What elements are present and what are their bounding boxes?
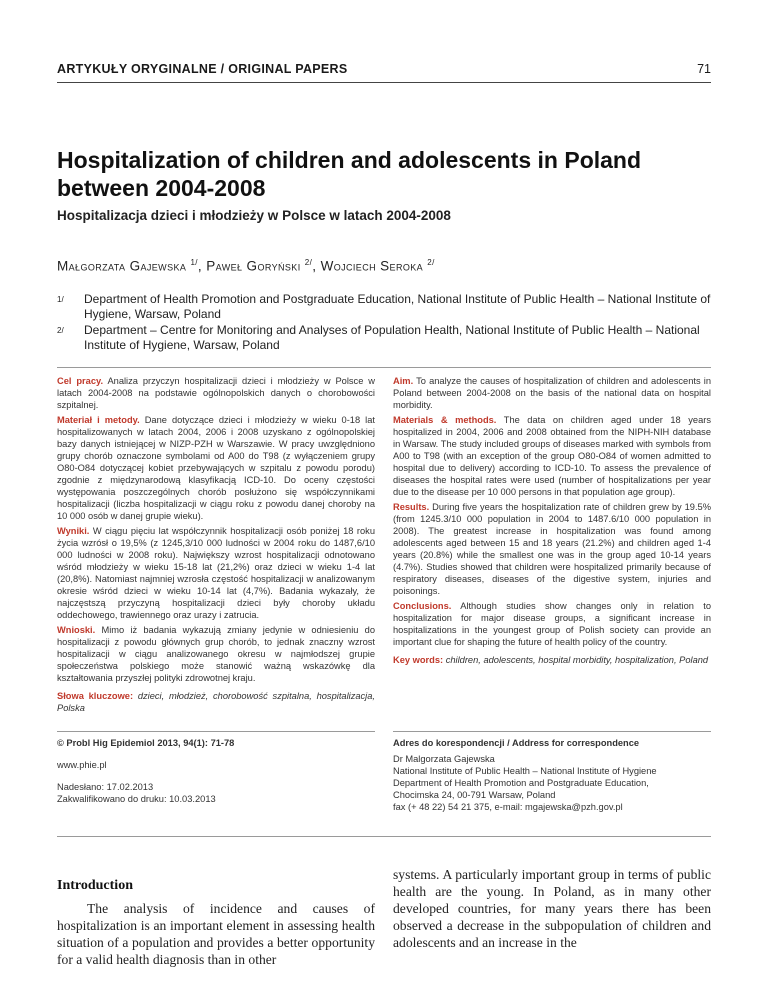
keywords-label: Key words: [393, 655, 444, 665]
abstract-label: Wnioski. [57, 625, 96, 635]
abstract-text: To analyze the causes of hospitalization of children and adolescents in Poland between 2004-2008 on the basis of the national data on hospital morbidity. [393, 376, 711, 410]
author-affiliation-mark: 2/ [304, 258, 313, 267]
abstract-text: Analiza przyczyn hospitalizacji dzieci i młodzieży w Polsce w latach 2004-2008 na podstawie ogólnopolskich danych o chorobowości szpitalnej. [57, 376, 375, 410]
abstract-text: During five years the hospitalization rate of children grew by 19.5% (from 1245.3/10 000 population in 2004 to 1487.6/10 000 population in 2008). The greatest increase in hospitalization was found among adolescents aged between 15 and 18 years (21.2%) and children aged 1-4 years (20.8%) while the smallest one was in the group aged 10-14 years (4.7%). Studies showed that children were hospitalized primarily because of respiratory diseases, diseases of the digestive system, injuries and poisonings. [393, 502, 711, 596]
author-name: Małgorzata Gajewska [57, 258, 187, 274]
abstract-label: Materials & methods. [393, 415, 497, 425]
divider [57, 836, 711, 837]
abstract-english [393, 375, 711, 669]
divider [57, 367, 711, 368]
body-text-left [57, 900, 375, 968]
abstract-text: Although studies show changes only in relation to hospitalization for major disease groups, a significant increase in hospitalizations in the youngest group of Polish society can provide an important clue for shaping the future of health policy of the country. [393, 601, 711, 647]
correspondence-line: Chocimska 24, 00-791 Warsaw, Poland [393, 790, 556, 800]
abstract-label: Wyniki. [57, 526, 90, 536]
abstract-text: Mimo iż badania wykazują zmiany jedynie w odniesieniu do hospitalizacji z powodu głównych grup chorób, to jednak znaczny wzrost hospitalizacji w ciągu analizowanego okresu w najmłodszej grupie społeczeństwa polskiego może stanowić ważną wskazówkę dla kształtowania przyszłej polityki zdrowotnej kraju. [57, 625, 375, 683]
correspondence-line: Department of Health Promotion and Postgraduate Education, [393, 778, 649, 788]
article-subtitle: Hospitalizacja dzieci i młodzieży w Polsce w latach 2004-2008 [57, 208, 451, 223]
affiliation-text: Department of Health Promotion and Postgraduate Education, National Institute of Public Health – National Institute of Hygiene, Warsaw, Poland [84, 292, 711, 321]
article-title: Hospitalization of children and adolescents in Poland between 2004-2008 [57, 147, 642, 201]
body-paragraph: The analysis of incidence and causes of hospitalization is an important element in assessing health situation of a population and provides a better opportunity for a valid health diagnosis than in other [57, 901, 375, 967]
running-header [57, 60, 711, 83]
author-affiliation-mark: 1/ [190, 258, 198, 267]
correspondence-block [393, 737, 711, 813]
affiliation [57, 323, 711, 353]
correspondence-line: Dr Malgorzata Gajewska [393, 754, 495, 764]
abstract-label: Materiał i metody. [57, 415, 140, 425]
abstract-label: Aim. [393, 376, 414, 386]
correspondence-label: Adres do korespondencji / Address for correspondence [393, 738, 640, 748]
citation-block [57, 737, 375, 805]
accepted-date: Zakwalifikowano do druku: 10.03.2013 [57, 794, 216, 804]
author-name: Paweł Goryński [206, 258, 301, 274]
abstract-polish [57, 375, 375, 717]
abstract-label: Conclusions. [393, 601, 452, 611]
affiliation-text: Department – Centre for Monitoring and Analyses of Population Health, National Institute of Public Health – National Institute of Hygiene, Warsaw, Poland [84, 323, 700, 352]
author-list: Małgorzata Gajewska $^{1/}$, Paweł Goryński $^{2/}$, Wojciech Seroka $^{2/}$ [57, 258, 435, 274]
abstract-text: Dane dotyczące dzieci i młodzieży w wieku 0-18 lat hospitalizowanych w latach 2004, 2006 i 2008 uzyskano z ogólnopolskiej bazy danych istniejącej w NIZP-PZH w Warszawie. W pracy uwzględniono grupy chorób oznaczone symbolami od A00 do T98 (z wyłączeniem grupy O80-O84 dotyczącej kobiet przebywających w szpitalu z powodu porodu) zgodnie z międzynarodową klasyfikacją ICD-10. Do oceny częstości występowania poszczególnych chorób posłużono się współczynnikami hospitalizacji (liczba hospitalizacji w ciągu roku z powodu danej choroby na 10 000 osób w danej grupie wieku). [57, 415, 375, 521]
affiliation-list [57, 292, 711, 354]
page-number: 71 [697, 62, 711, 76]
abstract-text: The data on children aged under 18 years hospitalized in 2004, 2006 and 2008 obtained from the NIPH-NIH database in Warsaw. The study included groups of diseases marked with symbols from A00 to T98 (with an exception of the group O80-O84 of women admitted to hospital due to delivery) according to ICD-10. To assess the prevalence of diseases the hospital rates were used (number of hospitalizations per year due to the disease per 10 000 persons in that population age group). [393, 415, 711, 497]
affiliation-mark: 1/ [57, 295, 64, 304]
section-label: ARTYKUŁY ORYGINALNE / ORIGINAL PAPERS [57, 62, 348, 76]
affiliation-mark: 2/ [57, 326, 64, 335]
correspondence-line: fax (+ 48 22) 54 21 375, e-mail: mgajewska@pzh.gov.pl [393, 802, 623, 812]
submitted-date: Nadesłano: 17.02.2013 [57, 782, 154, 792]
body-paragraph: systems. A particularly important group in terms of public health are the young. In Poland, as in many other developed countries, for many years there has been observed a decrease in the subpopulation of children and adolescents and an increase in the [393, 867, 711, 950]
author-affiliation-mark: 2/ [427, 258, 435, 267]
keywords-text: children, adolescents, hospital morbidity, hospitalization, Poland [445, 655, 709, 665]
affiliation [57, 292, 711, 322]
abstract-label: Results. [393, 502, 430, 512]
body-text-right [393, 866, 711, 951]
author-name: Wojciech Seroka [320, 258, 424, 274]
abstract-label: Cel pracy. [57, 376, 104, 386]
divider [393, 731, 711, 732]
divider [57, 731, 375, 732]
abstract-text: W ciągu pięciu lat współczynnik hospitalizacji osób poniżej 18 roku życia wzrósł o 19,5% (z 1245,3/10 000 ludności w 2004 roku do 1487,6/10 000 ludności w 2008 roku). Największy wzrost hospitalizacji odnotowano wśród młodzieży w wieku 15-18 lat (21,2%) oraz dzieci w wieku 1-4 lat (20,8%). Natomiast najmniej wzrosła częstość hospitalizacji w analizowanym okresie wśród dzieci w wieku 10-14 lat (4,7%). Badania wykazały, że najczęstszą przyczyną hospitalizacji dzieci były choroby układu oddechowego, trawiennego oraz urazy i zatrucia. [57, 526, 375, 620]
journal-citation: © Probl Hig Epidemiol 2013, 94(1): 71-78 [57, 738, 235, 748]
section-heading: Introduction [57, 878, 133, 893]
keywords-label: Słowa kluczowe: [57, 691, 134, 701]
journal-url[interactable]: www.phie.pl [57, 760, 107, 770]
keywords-text: dzieci, młodzież, chorobowość szpitalna, hospitalizacja, Polska [57, 691, 375, 713]
correspondence-line: National Institute of Public Health – National Institute of Hygiene [393, 766, 657, 776]
